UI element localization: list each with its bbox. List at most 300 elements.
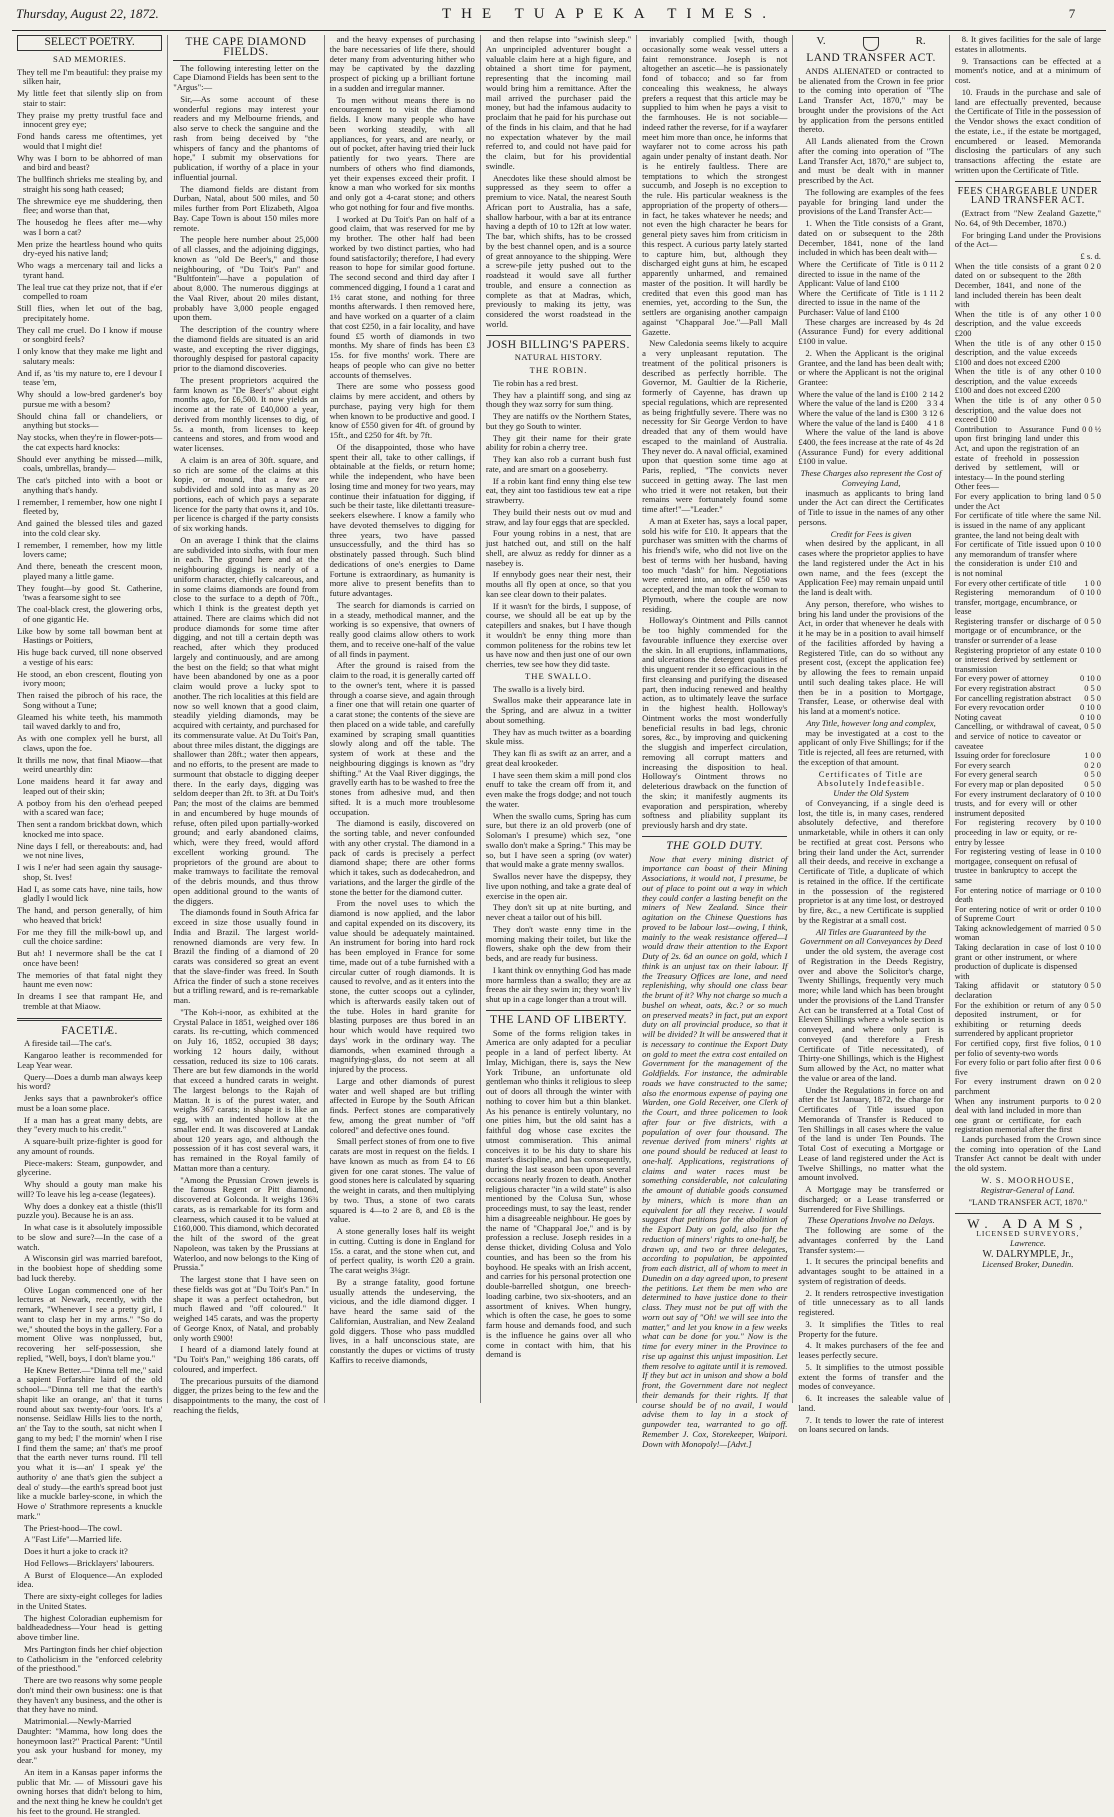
fee-row	[955, 943, 1101, 981]
paragraph: The people here number about 25,000 of all classes, and the adjoining diggings, known as "old De Beer's," and those neighbouring, of "Du Toit's Pan" and "Bultfontein"—have a population of about 8,000. The numerous diggings at the Vaal River, about 20 miles distant, probably have 3,000 people engaged upon them.	[173, 234, 319, 323]
paragraph: 4. It makes purchasers of the fee and leases perfectly secure.	[798, 1340, 944, 1361]
facetia-item: He Knew Better.—"Dinna tell me," said a sapient Forfarshire laird of the old school—"Dinna tell me that the earth's shapit like an orange, an' that it turns round about sax twenty-four 'oors. It's a' nonsense. Seidlaw Hills lies to the north, an' the Tay to the south, sat nicht when I gang to my bed; I' the mornin' when I rise I find them the same; an' that's me proof that the earth never turns round. I'll tell you what it is—an' I speak ye' the authority o' ane that's gien the subject a deal o' study—the earth's spread boot just like a muckle barley-scone, in which the Howe o' Strathmore represents a knuckle mark."	[17, 1364, 163, 1521]
article-heading-liberty: THE LAND OF LIBERTY.	[490, 1013, 627, 1026]
paragraph: I kant think ov ennything God has made more harmless than a swallo; they are az freeas the air they swim in; they won't liv shut up in a cage longer than a trout will.	[485, 964, 632, 1004]
poem-line: For me they fill the milk-bowl up, and cull the choice sardine:	[17, 926, 163, 947]
fee-item: For the exhibition or return of any deposited instrument, or for exhibiting or returning deeds surrendered by applicant proprietor	[954, 1000, 1082, 1039]
fee-row	[955, 751, 1101, 761]
registrar-title: Registrar-General of Land.	[980, 1184, 1075, 1195]
fee-amount: 0 2 0	[1084, 760, 1101, 770]
closing-note: Lands purchased from the Crown since the coming into operation of the Land Transfer Act cannot be dealt with under the old system.	[954, 1133, 1101, 1174]
subheading-certificates: Certificates of Title are Absolutely Indefeasible.	[817, 768, 926, 789]
paragraph: Swallos never have the dispepsy, they live upon nothing, and take a grate deal of exercise in the open air.	[485, 871, 632, 901]
article-body	[330, 35, 475, 1366]
fee-row	[955, 425, 1101, 483]
poem-line: He stood, an ebon crescent, flouting yon ivory moon;	[17, 668, 163, 689]
fee-amount: 1 11 2	[923, 288, 944, 298]
subheading-conveying: These Charges also represent the Cost of Conveying Land,	[800, 468, 942, 488]
paragraph: They build their nests out ov mud and straw, and lay four eggs that are speckled.	[485, 506, 632, 527]
facetia-item: If a man has a great many debts, are they "every much to his credit."	[17, 1114, 163, 1135]
fee-row	[955, 1039, 1101, 1058]
subheading-old-system: Under the Old System	[833, 788, 909, 799]
fee-row	[955, 540, 1101, 578]
paragraph: 7. It tends to lower the rate of interest on loans secured on lands.	[798, 1414, 944, 1435]
column-diamond-fields	[168, 35, 324, 1415]
poem-line: Then sent a random brickbat down, which knocked me into space.	[17, 819, 163, 839]
fee-row	[798, 289, 943, 318]
poem-line: Men prize the heartless hound who quits dry-eyed his native land;	[17, 238, 163, 259]
fee-amount: 0 10 0	[1080, 540, 1101, 550]
facetia-item: Jenks says that a pawnbroker's office must be a loan some place.	[17, 1093, 163, 1113]
fee-item: For entering notice of marriage or death	[954, 885, 1078, 905]
facetia-item: There are sixty-eight colleges for ladies in the United States.	[17, 1591, 163, 1611]
fee-row	[955, 396, 1101, 425]
facetia-item: Olive Logan commenced one of her lectures at Newark, recently, with the remark, "Whenever I see a pretty girl, I want to clasp her in my arms." "So do we," shouted the boys in the gallery. For a moment Olive was nonplussed, but, recovering her self-possession, she replied, "Well, boys, I don't blame you."	[17, 1284, 163, 1363]
cipher-v: V.	[816, 35, 826, 47]
fee-row	[955, 617, 1101, 646]
paragraph: By a strange fatality, good fortune usually attends the undeserving, the vicious, and the idle diamond digger. I have heard the same said of the Californian, Australian, and New Zealand gold diggers. Those who pass muddled lives, in a half unconscious state, are constantly the dupes or victims of trusty Kaffirs to receive diamonds,	[329, 1276, 475, 1365]
facetia-item: Does it hurt a joke to crack it?	[24, 1546, 128, 1556]
poem-line: Should china fall or chandeliers, or anything but stocks—	[17, 410, 163, 431]
fee-item: Contribution to Assurance Fund upon first bringing land under this Act, and upon the registration of an estate of freehold in possession derived by settlement, will or intestacy— In the pound sterling	[954, 424, 1080, 482]
fee-row	[955, 770, 1101, 780]
poem-line: I wis I ne'er had seen again thy sausage-shop, St. Ives!	[17, 862, 163, 882]
poem-line: The housedog he flees after me—why was I born a cat?	[17, 217, 163, 237]
ad-body	[798, 428, 943, 467]
fee-item: For every application to bring land under the Act	[954, 492, 1082, 511]
poem-line: A potboy from his den o'erhead peeped with a scared wan face;	[17, 797, 163, 818]
paragraph: I have seen them skim a mill pond clos enuff to take the cream off from it, and even make the frogs dodge; and not touch the water.	[485, 769, 632, 809]
fee-amount: 0 2 0	[1084, 1077, 1101, 1087]
paragraph: If it wasn't for the birds, I suppose, of course, we should all be eat up by the catepillers and snakes, but I have though it wouldn't be enny thing more than common politeness for the robins tew let us have now and then just one of our own cherries, tew see how they did taste.	[485, 600, 632, 669]
fee-amount: 0 10 0	[1080, 674, 1101, 684]
paragraph: inasmuch as applicants to bring land under the Act can direct the Certificates of Title to issue in the names of any other persons.	[798, 487, 944, 527]
paragraph: They kan fli as swift az an arrer, and a great deal krookeder.	[485, 748, 632, 768]
paragraph: The diamond is easily, discovered on the sorting table, and never confounded with any other crystal. The diamond in a pack of cards is precisely a perfect diamond shape; there are other forms which it takes, such as dodecahedron, and variations, and the larger the girdle of the stone the better for the diamond cutter.	[329, 818, 475, 897]
fee-amount: 0 0 ½	[1082, 424, 1101, 434]
poem-line: And if, as 'tis my nature to, ere I devour I tease 'em,	[17, 367, 163, 388]
ad-body	[798, 729, 943, 768]
facetiae-body	[17, 1039, 162, 1816]
article-heading-gold-duty: THE GOLD DUTY.	[666, 839, 764, 852]
poem-line: I only know that they make me light and salutary meals:	[17, 346, 163, 366]
facetia-item: Query—Does a dumb man always keep his word?	[17, 1071, 163, 1092]
column-billings	[481, 35, 637, 1403]
fee-amount: 3 3 4	[926, 399, 944, 409]
fee-amount: 0 5 0	[1084, 779, 1101, 789]
article-body	[486, 379, 631, 670]
fee-row	[955, 1058, 1101, 1077]
poem-line: And gained the blessed tiles and gazed into the cold clear sky.	[17, 518, 163, 538]
article-body	[173, 64, 318, 1416]
fee-amount: 0 10 0	[1080, 789, 1101, 799]
fee-item: For every revocation order	[954, 703, 1045, 713]
fee-table	[955, 262, 1101, 483]
facetia-item: Piece-makers: Steam, gunpowder, and glycerine.	[17, 1157, 163, 1178]
fee-item: For every power of attorney	[954, 674, 1049, 684]
paragraph: The search for diamonds is carried on in a steady, methodical manner, and the working is so expensive, that owners of really good claims allow others to work them, and to receive one-half of the value of all finds in payment.	[329, 599, 475, 659]
paragraph: New Caledonia seems likely to acquire a very unpleasant reputation. The treatment of the political prisoners is described as perfectly horrible. The Governor, M. Gaultier de la Richerie, formerly of Cayenne, has drawn up special regulations, which are represented as being frightfully severe. There was no necessity for Sir George Verdon to have dreaded that any of them would have escaped to the mainland of Australia. They never do. A naval official, examined upon that question some time ago at Paris, replied, "The convicts never succeed in getting away. The last men who tried it were not retaken, but their remains were fortunately found some time after!"—"Leader."	[642, 338, 788, 514]
poem-line: Had I, as some cats have, nine tails, how gladly I would lick	[17, 883, 163, 904]
article-heading-billings: JOSH BILLING'S PAPERS.	[487, 338, 630, 351]
poem-line: Fond hands caress me oftentimes, yet would that I might die!	[17, 131, 163, 151]
ad-body	[798, 947, 943, 1214]
poem-line: Why should a low-bred gardener's boy pursue me with a besom?	[17, 389, 163, 409]
fee-item: Taking affidavit or statutory declaration	[954, 981, 1082, 1001]
fee-table	[955, 492, 1101, 1135]
columns	[12, 34, 1106, 1816]
fee-amount: 2 14 2	[922, 389, 944, 399]
fee-item: Cancelling, or withdrawal of caveat, and service of notice to caveator or caveatee	[954, 722, 1082, 751]
poem-line: The coal-black crest, the glowering orbs, of one gigantic He.	[17, 604, 163, 624]
facetia-item: The highest Coloradian euphemism for baldheadedness—Your head is getting above timber line.	[17, 1612, 163, 1642]
divider	[955, 181, 1101, 182]
paragraph: and the heavy expenses of purchasing the bare necessaries of life there, should deter many from adventuring hither who may be captivated by the dazzling prospect of picking up a brilliant fortune in a sudden and irregular manner.	[329, 34, 475, 93]
fee-table	[798, 390, 943, 428]
paragraph: when desired by the applicant, in all cases where the proprietor applies to have the land registered under the Act in his own name, and the fees (except the Application Fee) may remain unpaid until the land is dealt with.	[798, 538, 944, 598]
paragraph: Swallos make their appearance late in the Spring, and are alwuz in a twitter about something.	[485, 695, 632, 725]
paragraph: Tie robin has a red brest.	[492, 377, 578, 388]
paragraph: 1. When the Title consists of a Grant, dated on or subsequent to the 28th December, 1841, none of the land included in which has been dealt with—	[798, 218, 944, 258]
fee-amount: 0 5 0	[1084, 616, 1101, 626]
poem-line: Like bow by some tall bowman bent at Hastings or Poitiers,	[17, 625, 163, 646]
paragraph: They git their name for their grate ability for robin a cherry tree.	[485, 432, 632, 453]
fee-item: Where the value of the land is £200	[798, 399, 918, 409]
paragraph: "The Koh-i-noor, as exhibited at the Crystal Palace in 1851, weighed over 186 carats. Its re-cutting, which commenced on July 16, 1852, occupied 38 days; working 12 hours daily, without cessation, reduced its size to 106 carats. There are but few diamonds in the world that exceed a hundred carats in weight. The largest belongs to the Rajah of Mattan. It is of the purest water, and weighs 367 carats; in shape it is like an egg, with an indented hollow at the smaller end. It was discovered at Landak about 120 years ago, and although the possession of it has cost several wars, it has remained in the Royal family of Mattan more than a century.	[173, 1006, 319, 1173]
poem-line: Nay stocks, when they're in flower-pots—the cat expects hard knocks:	[17, 432, 163, 452]
masthead	[12, 6, 1106, 31]
paragraph: When the swallo cums, Spring has cum sure, but there iz an old proverb (one of Soloman's I presume) which sez, "one swallo don't make a Spring." This may be so, but I have seen a spring (ov water) that would make a grate menny swallos.	[485, 810, 632, 870]
fee-row	[955, 905, 1101, 924]
fee-amount: 0 5 0	[1084, 684, 1101, 694]
paragraph: ANDS ALIENATED or contracted to be alienated from the Crown in fee prior to the coming into operation of "The Land Transfer Act, 1870," may be brought under the provisions of the Act by application from the persons entitled thereto.	[798, 65, 944, 135]
paragraph: The following are examples of the fees payable for bringing land under the provisions of the Land Transfer Act:—	[798, 186, 944, 217]
fee-amount: 0 5 0	[1084, 693, 1101, 703]
section-heading-facetiae: FACETIÆ.	[61, 1024, 118, 1037]
ad-heading-fees: FEES CHARGEABLE UNDER LAND TRANSFER ACT.	[957, 185, 1099, 207]
registrar-name: W. S. MOORHOUSE,	[981, 1174, 1075, 1185]
fee-row	[955, 339, 1101, 368]
paragraph: From the novel uses to which the diamond is now applied, and the labor and capital expended on its discovery, its value should be adequately maintained. An instrument for boring into hard rock has been employed in France for some time, made out of a tube furnished with a circular cutter of rough diamonds. It is caused to revolve, and as it enters into the stone, the cutter scoops out a cylinder, which is afterwards easily taken out of the tube. Holes in hard granite for blasting purposes are thus bored in an hour which would have required two days' work in the ordinary way. The diamonds, when examined through a magnifying-glass, do not seem at all injured by the process.	[329, 898, 475, 1074]
facetia-item: A Burst of Eloquence—An exploded idea.	[17, 1569, 163, 1590]
act-year: "LAND TRANSFER ACT, 1870."	[968, 1197, 1088, 1208]
paragraph: The precarious pursuits of the diamond digger, the prizes being to the few and the disappointments to the many, the cost of reaching the fields,	[173, 1375, 319, 1415]
poem-line: My little feet that silently slip on from stair to stair:	[17, 88, 163, 108]
fee-amount: 0 10 0	[1080, 847, 1101, 857]
fee-row	[955, 722, 1101, 751]
poem-line: Still flies, when let out of the bag, precipitately home.	[17, 303, 163, 323]
paragraph: They hav a plaintiff song, and sing az though they waz sorry for sum thing.	[485, 389, 632, 410]
paragraph: 2. It renders retrospective investigation of title unnecessary as to all lands registered.	[798, 1287, 944, 1318]
facetia-item: Kangaroo leather is recommended for Leap Year wear.	[17, 1050, 163, 1070]
fee-row	[798, 409, 943, 419]
bringing-land-line: For bringing Land under the Provisions of the Act—	[954, 229, 1101, 250]
paragraph: "Among the Prussian Crown jewels is the famous Regent or Pitt diamond, discovered at Golconda. It weighs 136¾ carats, as is remarkable for its form and clearness, which caused it to be valued at £160,000. This diamond, which decorated the hilt of the sword of the great Napoleon, was taken by the Prussians at Waterloo, and now belongs to the King of Prussia."	[173, 1174, 319, 1273]
fee-amount: 1 0 0	[1084, 309, 1101, 319]
paragraph: Small perfect stones of from one to five carats are most in request on the fields. I have known as much as from £4 to £6 given for one carat stones. The value of good stones here is calculated by squaring the weight in carats, and then multiplying by two. Thus, a stone of two carats squared is 4—to 2 are 8, and £8 is the value.	[329, 1136, 475, 1225]
paragraph: Holloway's Ointment and Pills cannot be too highly commended for the favourable influence they exercise over the skin. In all eruptions, inflammations, and ulcerations the detergent qualities of this unguent render it so efficacious in the first cleansing and purifying the diseased part, then inducing renewed and healthy action, as to ultimately leave the surface in the highest health. Holloway's Ointment works the most wonderfully beneficial results in bad legs, chronic sores, &c., by improving and quickening the sluggish and imperfect circulation, removing all corrupt matters and increasing the disposition to heal. Holloway's Ointment throws no deleterious drawback on the function of the skin; it manifestly augments its evaporation and perspiration, whereby softness and pliability supplant its previously harsh and dry state.	[642, 615, 788, 830]
paragraph: After the ground is raised from the claim to the road, it is generally carted off to the owner's tent, where it is passed through a coarse sieve, and again through a finer one that will retain one quarter of a carat stone; the contents of the sieve are then placed on a wide table, and carefully examined by scraping small quantities slowly along and off the table. The system of work at these and the neighbouring diggings is known as "dry shifting." At the Vaal River diggings, the gravelly earth has to be washed to free the stones from adhesive mud, and then sifted. It is a much more troublesome occupation.	[329, 660, 475, 817]
paragraph: A Mortgage may be transferred or discharged; or a Lease transferred or Surrendered for Five Shillings.	[798, 1184, 944, 1214]
poem-title: SAD MEMORIES.	[52, 53, 127, 64]
fee-item: For certified copy, first five folios, per folio of seventy-two words	[954, 1039, 1082, 1058]
paragraph: 10. Frauds in the purchase and sale of land are effectually prevented, because the Certificate of Title in the possession of the Vendor shows the exact condition of the estate, i.e., if the estate be mortgaged, encumbered or leased. Memoranda disclosing the particulars of any such transactions affecting the estate are written upon the Certificate of Title.	[954, 86, 1101, 175]
fee-amount: 3 12 6	[922, 409, 944, 418]
fee-amount: 0 10 0	[1080, 703, 1101, 713]
fee-amount: 4 1 8	[926, 418, 944, 428]
poem-line: And there, beneath the crescent moon, played many a little game.	[17, 561, 163, 581]
poem-line: The memories of that fatal night they haunt me even now:	[17, 969, 163, 990]
poem-line: The shrewmice eye me shuddering, then flee; and worse than that,	[17, 195, 163, 216]
fee-amount: 0 10 0	[1080, 712, 1101, 722]
facetia-item: There are two reasons why some people don't mind their own business: one is that they haven't any business, and the other is that they have no mind.	[17, 1675, 163, 1715]
paragraph: They don't sit up at nite burting, and never cheat a tailor out of his bill.	[485, 902, 632, 922]
fee-item: Registering memorandum of transfer, mortgage, encumbrance, or lease	[954, 588, 1078, 617]
issue-date: Thursday, August 22, 1872.	[16, 6, 159, 21]
fee-row	[955, 924, 1101, 943]
fee-amount: 0 10 0	[1080, 645, 1101, 655]
fee-amount: 0 5 0	[1084, 396, 1101, 406]
paragraph: may be investigated at a cost to the applicant of only Five Shillings; for if the Title is rejected, all fees are returned, with the exception of that amount.	[798, 727, 944, 767]
fee-item: For every instrument drawn on parchment	[954, 1077, 1082, 1096]
poem-line: They tell me I'm beautiful: they praise my silken hair,	[17, 66, 163, 87]
paragraph: A claim is an area of 30ft. square, and so rich are some of the claims at this kopje, or mound, that a few are subdivided and sold into as many as 20 portions, each of which pays a separate licence for the party that owns it, and 10s. per licence is charged if the party consists of six working hands.	[173, 454, 319, 533]
facetia-item: A square-built prize-fighter is good for any amount of rounds.	[17, 1136, 163, 1156]
fee-row	[955, 694, 1101, 704]
page-number: 7	[1068, 6, 1076, 21]
column-fees	[950, 35, 1106, 1403]
subheading-guaranteed: All Titles are Guaranteed by the Government on all Conveyances by Deed	[799, 926, 943, 947]
paragraph: If a robin kant find enny thing else tew eat, they aint too fastidious tew eat a ripe strawberry.	[485, 475, 632, 505]
divider	[486, 335, 631, 336]
cipher-r: R.	[915, 35, 926, 47]
facetia-item: A "Fast Life"—Married life.	[24, 1534, 122, 1545]
fee-row	[955, 310, 1101, 339]
fee-amount: 0 1 0	[1084, 1039, 1101, 1048]
paragraph: They hav as much twitter as a boarding skule miss.	[485, 726, 632, 747]
fee-item: When the title is of any other description, and the value exceeds £100 and does not exceed £200	[954, 338, 1078, 367]
subheading-robin: THE ROBIN.	[529, 365, 588, 375]
subheading-swallo: THE SWALLO.	[525, 670, 592, 681]
paragraph: The diamond fields are distant from Durban, Natal, about 500 miles, and 50 miles further from Port Elizabeth, Algoa Bay. Cape Town is about 150 miles more remote.	[173, 183, 319, 233]
fee-amount: 0 2 0	[1084, 1096, 1101, 1106]
subheading-no-delays: These Operations Involve no Delays.	[807, 1215, 935, 1226]
currency-header: £ s. d.	[1080, 251, 1101, 261]
fee-row	[955, 1097, 1101, 1135]
poem-line: Nine days I fell, or thereabouts: and, had we not nine lives,	[17, 840, 163, 861]
fee-amount: 0 10 0	[1080, 885, 1101, 895]
paragraph: Sir,—As some account of these wonderful regions may interest your readers and my Melbourne friends, and also serve to check the sanguine and the rash from being deceived by "the whispers of fancy and the phantoms of hope," I submit my observations for publication, if worthy of a place in your influential journal.	[173, 93, 319, 182]
fee-amount: 0 5 0	[1084, 770, 1101, 780]
poem-line: I remember, I remember, how my little lovers came;	[17, 539, 163, 560]
paragraph: The present proprietors acquired the farm known as "De Beer's" about eight months ago, for £6,500. It now yields an income at the rate of £40,000 a year, derived from monthly licenses to dig, of 5s. a month, from licenses to keep canteens and stores, and from wood and water licenses.	[173, 374, 319, 453]
ad-heading-land-transfer: LAND TRANSFER ACT.	[806, 52, 936, 64]
paragraph: All Lands alienated from the Crown after the coming into operation of "The Land Transfer Act, 1870," are subject to, and must be dealt with in manner prescribed by the Act.	[798, 136, 944, 185]
divider	[642, 836, 787, 837]
paragraph: To men without means there is no encouragement to visit the diamond fields. I know many people who have been working steadily, with all appliances, for years, and are nearly, or out of pocket, after having tried their luck patiently for two years. There are numbers of others who find diamonds, yet their expenses exceed their profit. I know a man who worked for six months and only got a 4-carat stone; and others who got nothing for four and five months.	[329, 94, 475, 212]
article-heading-diamond: THE CAPE DIAMOND FIELDS.	[173, 38, 318, 61]
paragraph: The following interesting letter on the Cape Diamond Fields has been sent to the "Argus":—	[173, 62, 319, 92]
divider	[17, 1018, 162, 1021]
fee-amount: 0 10 0	[1080, 818, 1101, 828]
paragraph: A man at Exeter has, says a local paper, sold his wife for £10. It appears that the purchaser was smitten with the charms of his friend's wife, who did not live on the best of terms with her husband, having too much "dash" for him. Negotiations were entered into, an offer of £50 was accepted, and the man took the woman to Plymouth, where the couple are now residing.	[642, 515, 788, 614]
fee-item: When the title is of any other description, and the value exceeds £100 and does not exceed £200	[954, 367, 1078, 396]
gazette-extract: (Extract from "New Zealand Gazette," No. 64, of 9th December, 1870.)	[954, 208, 1101, 228]
crown-icon	[863, 37, 879, 51]
paragraph: On an average I think that the claims are subdivided into sixths, with four men in each. The ground here and at the neighbouring diggings is nearly of a uniform character, chiefly calcareous, and in some claims diamonds are found from close to the surface to a depth of 70ft., which I think is the greatest depth yet attained. There are claims which did not produce diamonds for some time after digging, and not till a certain depth was reached, after which they produced largely and continuously, and are among the best on the field; so that what might have been abandoned by one as a poor claim would prove a lucky spot to another. The rich localities at this field are now so well known that a good claim, steadily yielding diamonds, may be acquired with certainty, and purchased for its commensurate value. At Du Toit's Pan, about three miles distant, the diggings are shallower than 28ft.; water then appears, and no efforts, to the present are made to surmount that obstacle to digging deeper there. In the early days, digging was seldom deeper than 2ft. to 3ft. at Du Toit's Pan; the most of the claims are bemmed in and encumbered by huge mounds of refuse, often piled upon partially-worked ground; and early abandoned claims, which, were they freed, would afford excellent working ground. The proprietors of the ground are about to make tramways to facilitate the removal of the debris mounds, and thus throw open additional ground to the wants of the diggers.	[173, 534, 319, 906]
facetia-item: Why does a donkey eat a thistle (this'll puzzle you). Because he is an ass.	[17, 1200, 163, 1221]
subheading-natural-history: NATURAL HISTORY.	[514, 352, 603, 363]
divider	[486, 1010, 631, 1011]
fee-row	[798, 390, 943, 400]
article-body	[642, 35, 787, 831]
fee-row	[798, 260, 943, 289]
poem-line: But ah! I nevermore shall be the cat I once have been!	[17, 948, 163, 968]
fee-amount: 0 5 0	[1084, 923, 1101, 933]
paragraph: 3. It simplifies the Titles to real Property for the future.	[798, 1318, 944, 1339]
fee-row	[955, 262, 1101, 310]
facetia-item: Hod Fellows—Bricklayers' labourers.	[24, 1557, 155, 1568]
poem-line: Lone maidens heard it far away and leaped out of their skin;	[17, 776, 163, 796]
fee-amount: 0 5 0	[1084, 722, 1101, 732]
paragraph: The swallo is a lively bird.	[492, 683, 585, 694]
paragraph: Under the Regulations in force on and after the 1st January, 1872, the charge for Certificates of Title issued upon Memoranda of Transfer is Reduced to Ten Shillings in all cases where the value of the land is under Ten Pounds. The Total Cost of executing a Mortgage or Lease of land registered under the Act is Twelve Shillings, no matter what the amount involved.	[798, 1084, 944, 1183]
fee-row	[955, 780, 1101, 790]
fee-item: For every search	[954, 760, 1011, 770]
paragraph: They don't waste enny time in the morning making their toilet, but like the flowers, shake oph the dew from their beds, and are ready fur business.	[485, 923, 632, 963]
fee-row	[955, 713, 1101, 723]
poem-line: They fought—by good St. Catherine, 'twas a fearsome sight to see	[17, 582, 163, 603]
fee-item: Registering proprietor of any estate or interest derived by settlement or transmission	[954, 645, 1078, 674]
fee-amount: 0 5 0	[1084, 1000, 1101, 1010]
divider	[955, 1213, 1101, 1214]
adams-name: W. ADAMS,	[967, 1216, 1089, 1232]
poem-line: His huge back curved, till none observed a vestige of his ears:	[17, 647, 163, 667]
paragraph: Now that every mining district of importance can boast of their Mining Associations, it would not, I presume, be out of place to point out a way in which they could confer a lasting benefit on the miners of New Zealand. Since their agitation on the Chinese Questions has proved to be labour lost—owing, I think, mainly to the weak resistance offered—I would draw their attention to the Export Duty of 2s. 6d an ounce on gold, which I think is an unjust tax on their labour. If the Treasury Offices are lone, and need replenishing, why should one class bear the brunt of it? Why not charge so much a bushel on wheat, oats, &c.? or so much on preserved meats? in fact, put an export duty on all provincial produce, so that it will be divided? It will be answered that it is necessary to continue the Export Duty on gold to meet the extra cost entailed on Government for the management of the Goldfields. For instance, the admirable roads we have constructed to the same; also the enormous expense of paying one Warden, one Gold Receiver, one Clerk of the Court, and three policemen to look after four or five districts, with a population of over four thousand. The revenue derived from miners' rights at one pound should be reduced at least to one-half. Applications, registrations of claims and water races must be something considerable, not calculating the amount of dutiable goods consumed by miners, which is more than an equivalent for all they receive. I would suggest that petitions for the abolition of the Export Duty on gold, also for the reduction of miners' rights to one-half, be drawn up, and two or three delegates, according to population, be appointed from each district, all of whom to meet in Dunedin on a day agreed upon, to present the petitions. Let them be men who are determined to have justice done to their class. They must not be put off with the worn out say of "Oh! we will see into the matter," and let you know in a few weeks what can be done for you." Now is the time for every miner in the Province to rise up against this unjust imposition. Let them resolve to agitate until it is removed. If they but act in unison and show a bold front, the Government dare not neglect their demands for their rights. If that course should be of no avail, I would advise them to lay in a stock of gunpowder tea, warranted to go off. Remember J. Cox, Storekeeper, Waipori. Down with Monopoly!—[Advt.]	[642, 853, 788, 1449]
paragraph: There are some who possess good claims by mere accident, and others by purchase, paying very high for them when known to be productive and good. I know of £550 given for 4ft. of ground by 15ft., and £250 for 4ft. by 7ft.	[329, 381, 475, 440]
fee-item: Where the value of the land is £400	[798, 418, 918, 428]
paragraph: 2. When the Applicant is the original Grantee, and the land has been dealt with; or where the Applicant is not the original Grantee:	[798, 347, 944, 388]
fee-item: Where the value of the land is £100	[798, 389, 918, 399]
ad-body	[955, 35, 1101, 176]
subheading-credit: Credit for Fees is given	[830, 528, 912, 539]
ad-body	[798, 539, 943, 717]
dalrymple-subtitle: Licensed Broker, Dunedin.	[982, 1259, 1074, 1270]
fee-item: For every folio or part folio after first five	[954, 1058, 1082, 1077]
fee-amount: 0 5 0	[1084, 492, 1101, 502]
poem-line: As with one complex yell he burst, all claws, upon the foe.	[17, 733, 163, 753]
article-body	[642, 855, 787, 1450]
paragraph: Four young robins in a nest, that are just hatched out, and still on the half shell, are alwuz as reddy for dinner as a nasebey is.	[485, 528, 632, 568]
fee-item: Registering transfer or discharge of mortgage or of encumbrance, or the transfer or surrender of a lease	[954, 616, 1082, 646]
facetia-item: Matrimonial.—Newly-Married Daughter: "Mamma, how long does the honeymoon last?" Practical Parent: "Until you ask your husband for money, my dear."	[17, 1716, 163, 1765]
fee-item: For every instrument declaratory of trusts, and for every will or other instrument deposited	[954, 789, 1078, 818]
fee-row	[955, 588, 1101, 617]
ad-body	[798, 489, 943, 528]
fee-item: When any instrument purports to deal with land included in more than one grant or certificate, for each registration memorial after the first	[954, 1096, 1082, 1135]
ad-body	[798, 67, 943, 258]
fee-amount: Nil.	[1088, 511, 1101, 521]
paragraph: I heard of a diamond lately found at "Du Toit's Pan," weighing 186 carats, off coloured, and imperfect.	[173, 1344, 319, 1374]
fee-row	[955, 684, 1101, 694]
newspaper-title: THE TUAPEKA TIMES.	[441, 6, 777, 22]
fee-amount: 0 10 0	[1080, 904, 1101, 914]
fee-amount: 1 0 0	[1084, 578, 1101, 588]
paragraph: 6. It increases the saleable value of land.	[798, 1393, 944, 1413]
fee-row	[955, 367, 1101, 396]
poem-line: Then raised the pibroch of his race, the Song without a Tune;	[17, 690, 163, 710]
fee-item: For registering recovery by proceeding in law or equity, or re-entry by lessee	[954, 818, 1078, 847]
fee-item: For cancelling registration abstract	[954, 693, 1072, 703]
column-diamond-continued	[325, 35, 481, 1403]
column-land-transfer	[793, 35, 949, 1435]
fee-amount: 0 10 0	[1080, 588, 1101, 598]
paragraph: Anecdotes like these should almost be suppressed as they seem to offer a premium to vice. Natal, the nearest South African port to Australia, has a safe, shallow harbour, with a bar at its entrance having a depth of 10 to 12ft at low water. The bar, which shifts, has to be crossed by the best channel open, and is a source of great annoyance to the shipping. Were a screw-pile jetty pushed out to the roadstead it would save all further trouble, and ensure a connection as complete as that at Madras, which, previously to making its jetty, was considered the worst roadstead in the world.	[485, 172, 632, 329]
fee-item: For every registration abstract	[954, 684, 1056, 694]
poem-line: Who wags a mercenary tail and licks a tyrant hand.	[17, 260, 163, 280]
facetia-item: A fireside tail—The cat's.	[24, 1038, 112, 1049]
paragraph: 1. It secures the principal benefits and advantages sought to be attained in a system of registration of deeds.	[798, 1256, 944, 1286]
facetia-item: Mrs Partington finds her chief objection to Catholicism in the "enforced celebrity of the priesthood."	[17, 1643, 163, 1674]
paragraph: They are natiffs ov the Northern States, but they go South to winter.	[485, 411, 632, 431]
fee-row	[955, 492, 1101, 511]
section-heading-poetry: SELECT POETRY.	[17, 35, 162, 51]
paragraph: of Conveyancing, if a single deed is lost, the title is, in many cases, rendered absolutely defective, and therefore unmarketable, while in others it can only be rectified at great cost. Persons who bring their land under the Act, surrender all their deeds, and receive in exchange a Certificate of Title, a duplicate of which is retained in the office. If the certificate in the possession of the registered proprietor is at any time lost, or destroyed by fire, &c., a new Certificate is supplied by the Registrar at a small cost.	[798, 797, 944, 925]
fee-item: For every map or plan deposited	[954, 779, 1064, 789]
fee-row	[955, 886, 1101, 905]
fee-item: Where the Certificate of Title is directed to issue in the name of the Purchaser: Value of land £100	[798, 288, 921, 317]
paragraph: and then relapse into "swinish sleep." An unprincipled adventurer bought a valuable claim here at a high figure, and obtained a short time for payment, representing that the incoming mail would bring him a remittance. After the mail arrived the purchaser paid the money, but had the infamous audacity to proclaim that he paid for his purchase out of the finds in his claim, and that he had no expectation whatever by the mail referred to, and could not have paid for the claim, but for his providential swindle.	[485, 34, 632, 171]
paragraph: The description of the country where the diamond fields are situated is an arid waste, and excepting the river diggings, thoroughly despised for pastoral capacity prior to the diamond discoveries.	[173, 324, 319, 373]
facetia-item: The Priest-hood—The cowl.	[24, 1522, 123, 1533]
poem-line: I remember, I remember, how one night I fleeted by,	[17, 496, 163, 517]
fee-row	[955, 1001, 1101, 1039]
fee-row	[955, 761, 1101, 771]
paragraph: 5. It simplifies to the utmost possible extent the forms of transfer and the modes of conveyance.	[798, 1361, 944, 1392]
paragraph: Of the disappointed, those who have spent their all, take to other callings, if obtainable at the fields, or return home; while the independent, who have been losing time and money for two years, may continue their infatuation for digging, if such be their taste, like dilettanti treasure-seekers elsewhere. I know a family who have devoted themselves to digging for three years, two have passed unsuccessfully, and the third has so obstinately passed through. Such blind dedications of one's energies to Dame Fortune is extraordinary, as humanity is more alive to present benefits than to future advantages.	[329, 441, 475, 598]
paragraph: They kan also rob a currant bush fust rate, and are smart on a gooseberry.	[485, 454, 632, 474]
fee-item: For every other certificate of title	[954, 578, 1067, 588]
paragraph: I worked at Du Toit's Pan on half of a good claim, that was reserved for me by my brother. The other half had been worked by two distinct parties, who had found satisfactorily; therefore, I had every reason to hope for similar good fortune. The second second and third day after I commenced digging, I found a 1 carat and 1½ carat stone, and nothing for three months afterwards. I then removed here, and have worked on a quarter of a claim that cost £250, in a fair locality, and have found £5 worth of diamonds in two months. My share of finds has been £3 15s. for five months' work. There are heaps of people who can give no better accounts of themselves.	[329, 213, 475, 380]
subheading-any-title: Any Title, however long and complex,	[806, 717, 936, 728]
paragraph: If ennybody goes near their nest, their mouths all fly open at once, so that you kan see clear down to their palates.	[485, 569, 632, 599]
adams-subtitle: LICENSED SURVEYORS,	[976, 1228, 1080, 1238]
adams-place: Lawrence.	[1009, 1237, 1046, 1248]
poem-line: The cat's pitched into with a boot or anything that's handy.	[17, 475, 163, 495]
fee-amount: 0 5 0	[1084, 981, 1101, 991]
fee-item: For certificate of title where the same is issued in the name of any applicant grantee, the land not being dealt with	[954, 511, 1086, 540]
ad-body	[798, 318, 943, 388]
paragraph: invariably complied [with, though occasionally some weak vessel utters a faint remonstrance. Joseph is not altogether an ascetic—he is passionately fond of tobacco; and so far from concealing this weakness, he always prefers a request that this article may be supplied to him when he pays a visit to the farmhouses. He is not sociable—indeed rather the reverse, for if a wayfarer meet him more than once, he informs that wayfarer not to come across his path again under penalty of instant death. Nor is he entirely faultless. There are temptations to which the strongest succumb, and Joseph is no exception to the rule. His particular weakness is the appropriation of the property of others—in fact, he takes whatever he needs; and not even the high character he bears for general piety saves him from criticism in this respect. A curious party lately started to capture him, but, although they discharged eight guns at him, he escaped apparently unharmed, and remained master of the position. It will hardly be credited that even this good man has enemies, yet, according to the Sun, the settlers are organising another campaign against "Chapparal Joe."—Pall Mall Gazette.	[642, 34, 788, 337]
poem-line: The leal true cat they prize not, that if e'er compelled to roam	[17, 281, 163, 302]
fee-item: Where the value of the land is £300	[798, 409, 918, 418]
fee-amount: 0 10 0	[1080, 367, 1101, 377]
fee-row	[955, 790, 1101, 819]
fee-item: For certificate of Title issued upon any memorandum of transfer where the consideration is under £10 and is not nominal	[954, 540, 1078, 578]
fee-row	[955, 511, 1101, 540]
other-fees-label: Other fees—	[954, 481, 999, 492]
paragraph: under the old system, the average cost of Registration in the Deeds Registry, over and above the Solicitor's charge, Twenty Shillings, frequently very much more; while land which has been brought under the provisions of the Land Transfer Act can be transferred at a Total Cost of Eleven Shillings where a whole section is conveyed, and where only part is conveyed (and therefore a Fresh Certificate of Title necessitated), of Thirty-one Shillings, which is the Highest Sum allowed by the Act, no matter what the value or area of the land.	[798, 946, 944, 1083]
poem-line: It thrills me now, that final Miaow—that weird unearthly din:	[17, 754, 163, 775]
fee-amount: 0 15 0	[1080, 338, 1101, 348]
ad-body	[798, 799, 943, 926]
fee-item: When the title consists of a grant dated on or subsequent to the 28th December, 1841, and none of the land included therein has been dealt with	[954, 261, 1082, 310]
fee-amount: 0 11 2	[923, 260, 944, 269]
fee-row	[955, 646, 1101, 675]
article-body	[486, 685, 631, 1005]
column-poetry	[12, 35, 168, 1816]
fee-item: For registering vesting of lease in mortgagee, consequent on refusal of trustee in bankruptcy to accept the same	[954, 847, 1078, 885]
